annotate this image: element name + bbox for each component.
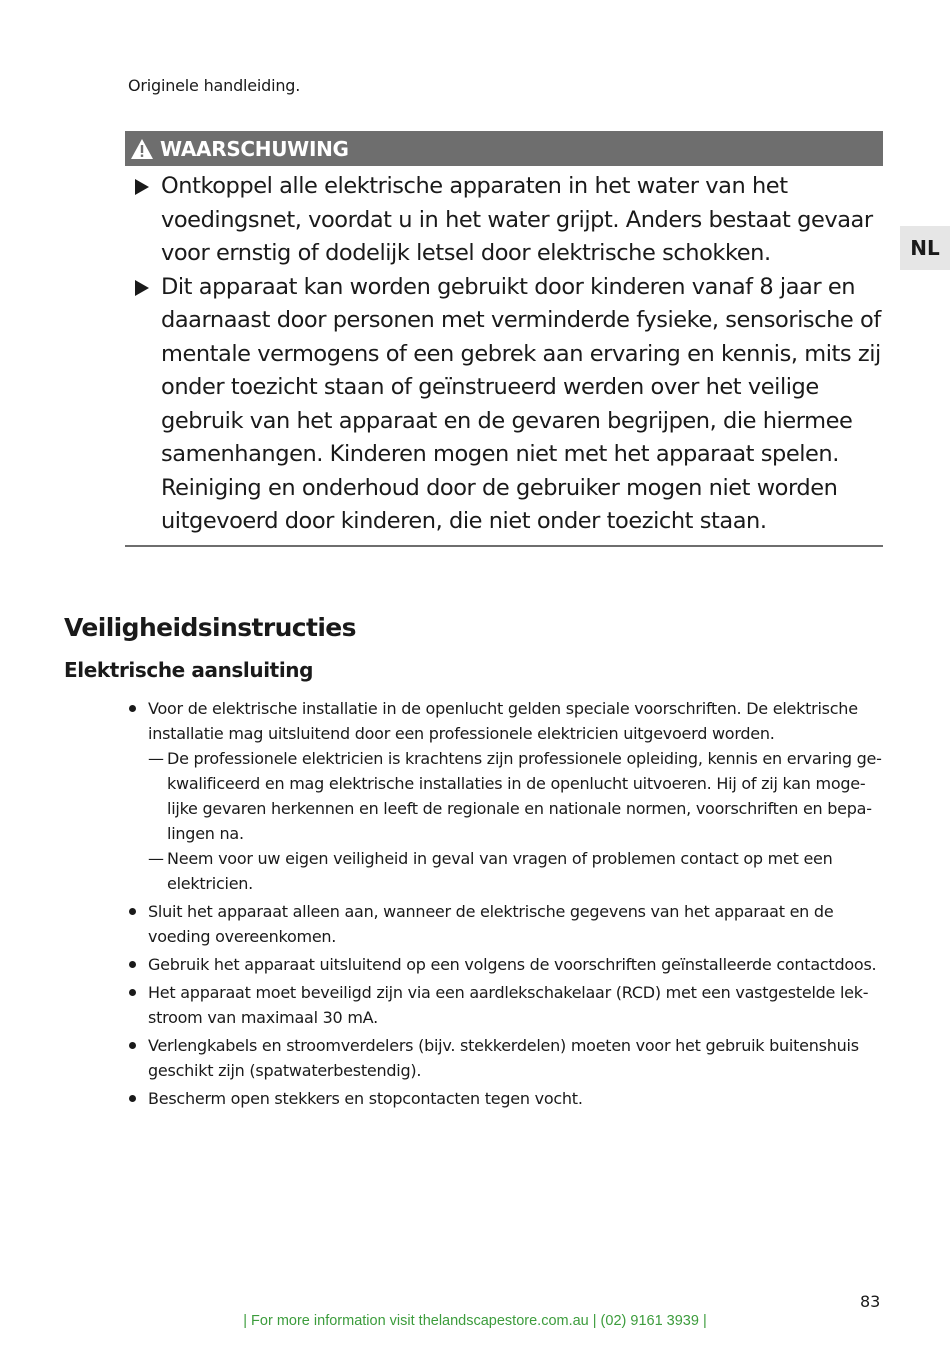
list-item-text: Bescherm open stekkers en stopcontacten tegen vocht.	[148, 1089, 583, 1108]
list-item	[128, 1033, 888, 1083]
warning-triangle-icon	[130, 138, 154, 160]
arrow-right-icon	[135, 280, 149, 296]
intro-text: Originele handleiding.	[128, 76, 301, 95]
sub-list-item-text: De professionele elektricien is krachtens zijn professionele opleiding, kennis en ervaring gekwalificeerd en mag elektrische installaties in de openlucht uitvoeren. Hij of zij kan mogelijke gevaren herkennen en leeft de regionale en nationale normen, voorschriften en bepalingen na.	[167, 749, 882, 843]
list-item	[128, 952, 888, 977]
list-item	[128, 696, 888, 896]
bullet-icon	[129, 961, 136, 968]
warning-item-text: Ontkoppel alle elektrische apparaten in het water van het voedingsnet, voordat u in het water grijpt. Anders bestaat gevaar voor ernstig of dodelijk letsel door elektrische schokken.	[161, 173, 873, 266]
footer-text: | For more information visit thelandscapestore.com.au | (02) 9161 3939 |	[243, 1313, 707, 1329]
sub-list-item-text: Neem voor uw eigen veiligheid in geval van vragen of problemen contact op met een elektricien.	[167, 849, 833, 893]
bullet-icon	[129, 1042, 136, 1049]
list-item-text: Het apparaat moet beveiligd zijn via een aardlekschakelaar (RCD) met een vastgestelde lekstroom van maximaal 30 mA.	[148, 983, 869, 1027]
dash-icon: —	[148, 849, 164, 868]
subsection-title: Elektrische aansluiting	[64, 658, 314, 682]
bullet-icon	[129, 705, 136, 712]
safety-list	[128, 696, 888, 1114]
sub-list	[148, 746, 888, 896]
sub-list-item	[148, 746, 888, 846]
warning-divider	[125, 545, 883, 547]
section-title: Veiligheidsinstructies	[64, 613, 356, 642]
warning-item-text: Dit apparaat kan worden gebruikt door kinderen vanaf 8 jaar en daarnaast door personen met verminderde fysieke, sensorische of mentale vermogens of een gebrek aan ervaring en kennis, mits zij onder toezicht staan of geïnstrueerd werden over het veilige gebruik van het apparaat en de gevaren begrijpen, die hiermee samenhangen. Kinderen mogen niet met het apparaat spelen. Reiniging en onderhoud door de gebruiker mogen niet worden uitgevoerd door kinderen, die niet onder toezicht staan.	[161, 273, 881, 534]
warning-list	[125, 170, 883, 539]
list-item-text: Sluit het apparaat alleen aan, wanneer de elektrische gegevens van het apparaat en de voeding overeenkomen.	[148, 902, 834, 946]
page-number: 83	[860, 1292, 881, 1311]
language-tab: NL	[900, 226, 950, 270]
warning-item	[125, 170, 883, 271]
dash-icon: —	[148, 749, 164, 768]
bullet-icon	[129, 908, 136, 915]
list-item	[128, 980, 888, 1030]
bullet-icon	[129, 989, 136, 996]
warning-title: WAARSCHUWING	[160, 136, 349, 161]
warning-header	[125, 131, 883, 166]
warning-item	[125, 271, 883, 539]
list-item-text: Gebruik het apparaat uitsluitend op een volgens de voorschriften geïnstalleerde contactdoos.	[148, 955, 877, 974]
list-item-text: Voor de elektrische installatie in de openlucht gelden speciale voorschriften. De elektrische installatie mag uitsluitend door een professionele elektricien uitgevoerd worden.	[148, 699, 858, 743]
bullet-icon	[129, 1095, 136, 1102]
arrow-right-icon	[135, 179, 149, 195]
list-item	[128, 899, 888, 949]
list-item	[128, 1086, 888, 1111]
sub-list-item	[148, 846, 888, 896]
list-item-text: Verlengkabels en stroomverdelers (bijv. stekkerdelen) moeten voor het gebruik buitenshuis geschikt zijn (spatwaterbestendig).	[148, 1036, 859, 1080]
